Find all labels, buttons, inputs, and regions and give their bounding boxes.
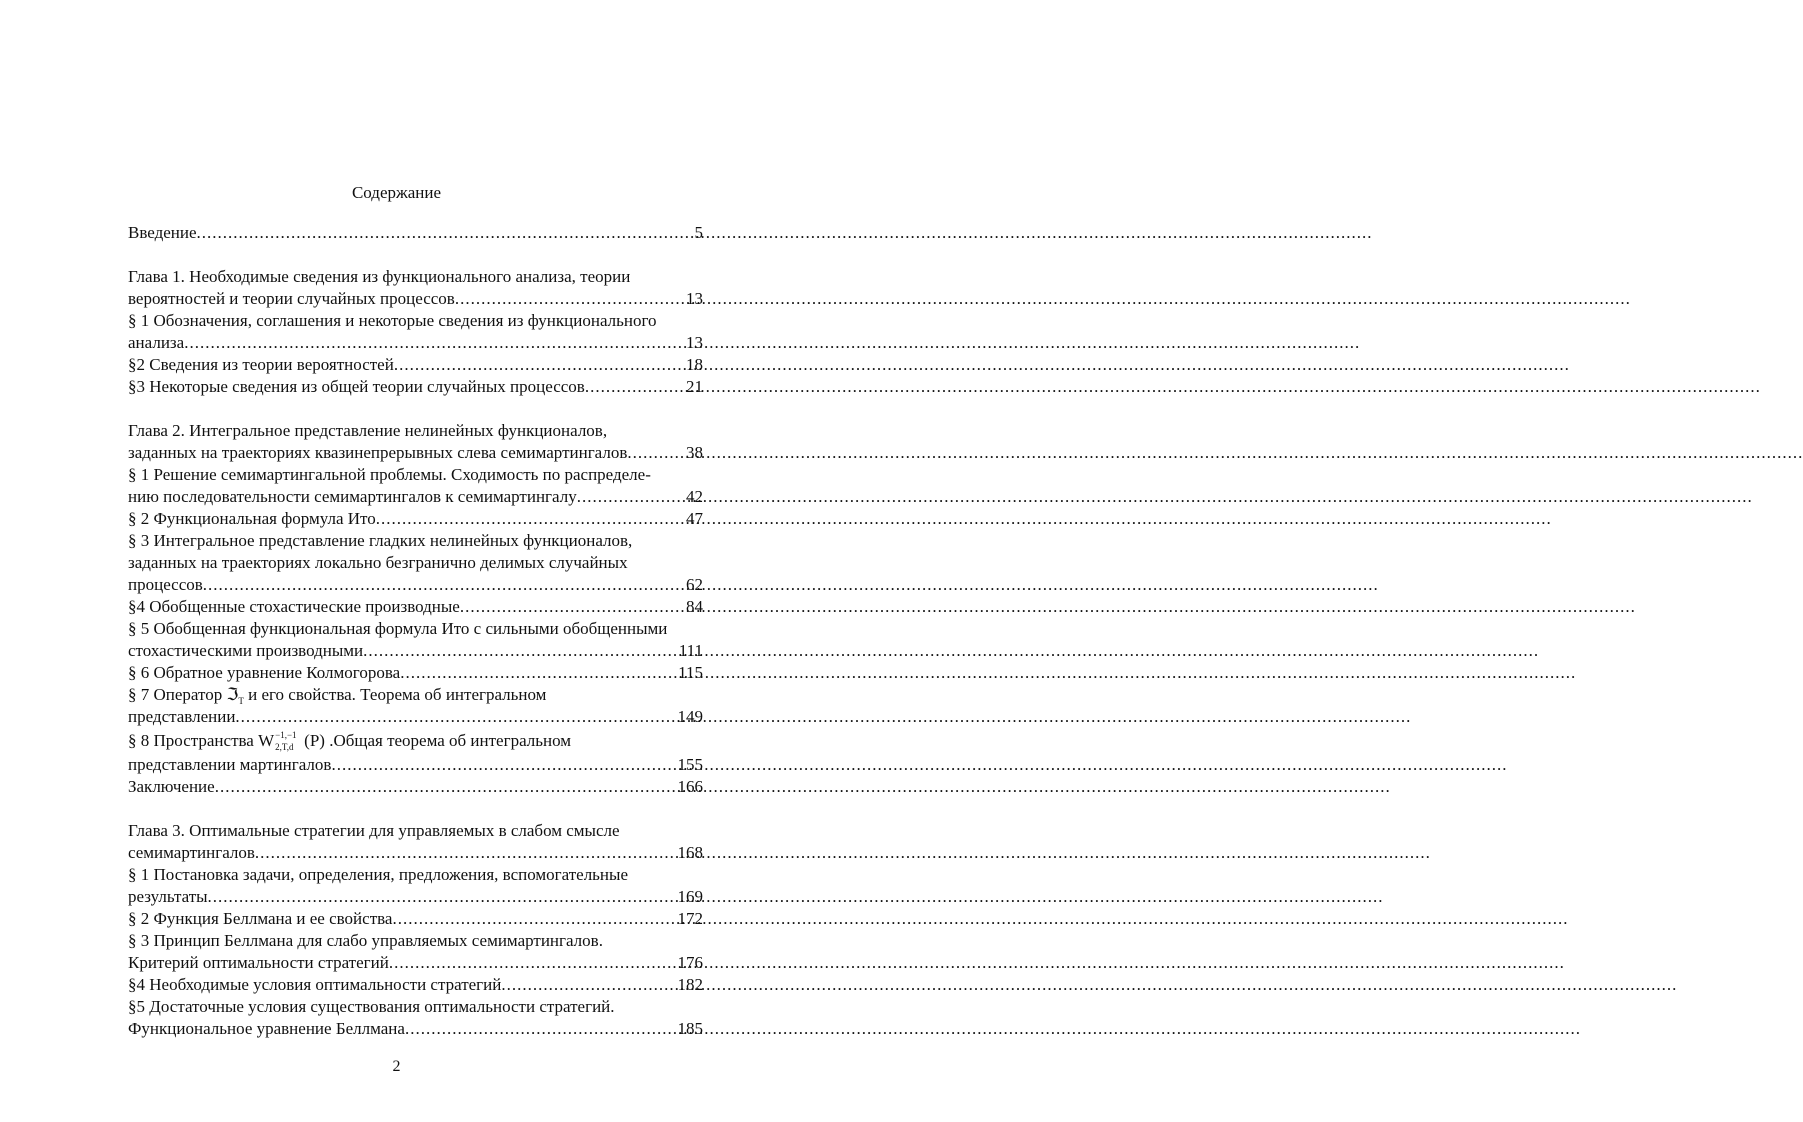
toc-page: 172 [677, 909, 703, 928]
toc-entry [128, 574, 703, 596]
toc-text: § 1 Решение семимартингальной проблемы. Сходимость по распределе- [128, 465, 651, 484]
page-number: 2 [392, 1058, 401, 1075]
leader-dots [627, 442, 685, 464]
toc-entry [128, 886, 703, 908]
toc-text: § 3 Принцип Беллмана для слабо управляемых семимартингалов. [128, 931, 603, 950]
leader-dots [501, 974, 676, 996]
leader-dots [577, 486, 685, 508]
leader-dots [405, 1018, 677, 1040]
toc-text: процессов [128, 575, 203, 594]
toc-entry-intro [128, 222, 703, 244]
toc-text: Глава 3. Оптимальные стратегии для управляемых в слабом смысле [128, 821, 620, 840]
toc-text: § 6 Обратное уравнение Колмогорова [128, 663, 401, 682]
toc-entry [128, 354, 703, 376]
document-page [0, 0, 793, 1122]
toc-text: заданных на траекториях локально безгранично делимых случайных [128, 553, 628, 572]
leader-dots [203, 574, 685, 596]
toc-chapter-1-heading [128, 266, 703, 288]
toc-page: 38 [686, 443, 703, 462]
toc-chapter-3-heading [128, 820, 703, 842]
toc-entry [128, 754, 703, 776]
toc-text: § 8 Пространства W −1,−1 2,T,d (P) .Общая теорема об интегральном [128, 730, 572, 752]
toc-text: семимартингалов [128, 843, 255, 862]
leader-dots [235, 706, 676, 728]
leader-dots [363, 640, 678, 662]
leader-dots [394, 354, 685, 376]
leader-dots [197, 222, 694, 244]
toc-page: 13 [686, 333, 703, 352]
toc-text: вероятностей и теории случайных процессов [128, 289, 455, 308]
leader-dots [376, 508, 685, 530]
toc-entry [128, 706, 703, 728]
leader-dots [455, 288, 685, 310]
toc-page: 168 [677, 843, 703, 862]
toc-entry [128, 662, 703, 684]
toc-chapter-2-heading [128, 420, 703, 442]
toc-page: 111 [678, 641, 703, 660]
toc-entry [128, 552, 703, 574]
toc-text: Глава 2. Интегральное представление нелинейных функционалов, [128, 421, 608, 440]
leader-dots [585, 376, 685, 398]
toc-entry [128, 930, 703, 952]
toc-page: 182 [677, 975, 703, 994]
toc-text: §5 Достаточные условия существования оптимальности стратегий. [128, 997, 615, 1016]
toc-chapter-1-heading-end [128, 288, 703, 310]
toc-entry [128, 332, 703, 354]
page-title: Содержание [351, 183, 442, 202]
toc-entry [128, 376, 703, 398]
leader-dots [184, 332, 685, 354]
toc-page: 42 [686, 487, 703, 506]
toc-entry [128, 864, 703, 886]
leader-dots [208, 886, 677, 908]
toc-text: представлении мартингалов [128, 755, 332, 774]
toc-text: §4 Необходимые условия оптимальности стратегий [128, 975, 502, 994]
toc-text: § 7 Оператор ℑ$_T$ и его свойства. Теорема об интегральном [128, 685, 547, 706]
toc-page: 18 [686, 355, 703, 374]
toc-chapter-2-heading-end [128, 442, 703, 464]
toc-text: § 1 Постановка задачи, определения, предложения, вспомогательные [128, 865, 628, 884]
toc-page: 5 [694, 223, 703, 242]
toc-page: 149 [677, 707, 703, 726]
leader-dots [389, 952, 677, 974]
toc-text: нию последовательности семимартингалов к семимартингалу [128, 487, 577, 506]
table-of-contents [128, 222, 703, 1040]
toc-entry [128, 684, 703, 706]
toc-entry-conclusion [128, 776, 703, 798]
leader-dots [460, 596, 685, 618]
toc-entry [128, 640, 703, 662]
operator-symbol: ℑ$_T$ [226, 685, 244, 706]
toc-chapter-3-heading-end [128, 842, 703, 864]
leader-dots [400, 662, 677, 684]
toc-text: Заключение [128, 777, 215, 796]
toc-entry [128, 728, 703, 754]
space-symbol: W −1,−1 2,T,d (P) [258, 730, 325, 752]
toc-entry [128, 530, 703, 552]
toc-page: 169 [677, 887, 703, 906]
toc-text: стохастическими производными [128, 641, 364, 660]
toc-entry [128, 310, 703, 332]
toc-page: 155 [677, 755, 703, 774]
toc-entry [128, 908, 703, 930]
toc-text: Критерий оптимальности стратегий [128, 953, 389, 972]
toc-text: §3 Некоторые сведения из общей теории случайных процессов [128, 377, 585, 396]
toc-text: заданных на траекториях квазинепрерывных слева семимартингалов [128, 443, 628, 462]
toc-text: результаты [128, 887, 208, 906]
leader-dots [331, 754, 676, 776]
toc-text: § 2 Функциональная формула Ито [128, 509, 376, 528]
toc-text: Введение [128, 223, 197, 242]
toc-entry [128, 1018, 703, 1040]
leader-dots [215, 776, 677, 798]
toc-page: 84 [686, 597, 703, 616]
toc-page: 47 [686, 509, 703, 528]
toc-page: 166 [677, 777, 703, 796]
toc-page: 13 [686, 289, 703, 308]
leader-dots [392, 908, 676, 930]
toc-page: 185 [677, 1019, 703, 1038]
toc-text: § 5 Обобщенная функциональная формула Ито с сильными обобщенными [128, 619, 668, 638]
toc-text: §4 Обобщенные стохастические производные [128, 597, 460, 616]
toc-text: представлении [128, 707, 236, 726]
toc-entry [128, 996, 703, 1018]
toc-text: § 1 Обозначения, соглашения и некоторые сведения из функционального [128, 311, 657, 330]
toc-page: 176 [677, 953, 703, 972]
toc-entry [128, 952, 703, 974]
toc-text: §2 Сведения из теории вероятностей [128, 355, 394, 374]
toc-entry [128, 486, 703, 508]
toc-entry [128, 618, 703, 640]
toc-entry [128, 508, 703, 530]
toc-page: 62 [686, 575, 703, 594]
toc-text: § 3 Интегральное представление гладких нелинейных функционалов, [128, 531, 633, 550]
toc-text: § 2 Функция Беллмана и ее свойства [128, 909, 393, 928]
toc-entry [128, 974, 703, 996]
toc-text: Функциональное уравнение Беллмана [128, 1019, 405, 1038]
toc-text: Глава 1. Необходимые сведения из функционального анализа, теории [128, 267, 631, 286]
leader-dots [255, 842, 677, 864]
toc-entry [128, 596, 703, 618]
toc-entry [128, 464, 703, 486]
toc-text: анализа [128, 333, 185, 352]
toc-page: 115 [678, 663, 703, 682]
toc-page: 21 [686, 377, 703, 396]
